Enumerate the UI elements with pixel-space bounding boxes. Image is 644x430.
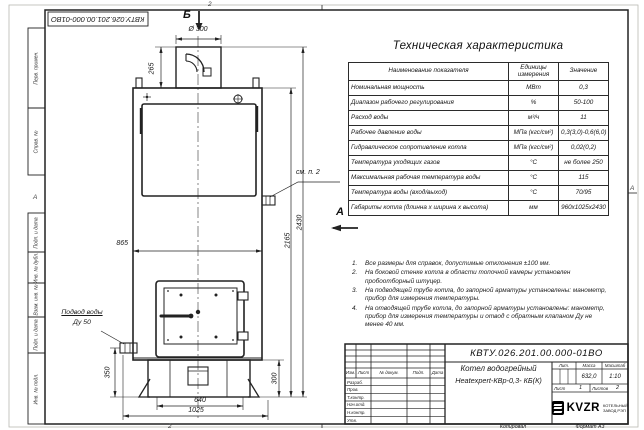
strip-inv-podl: Инв. № подл. — [33, 372, 40, 405]
sheets-label: Листов — [592, 385, 608, 391]
spec-row: Габариты котла (длинна х ширина х высота) мм 960х1025х2430 — [349, 201, 609, 216]
mass-value: 632,0 — [581, 373, 597, 380]
product-name-line1: Котел водогрейный — [460, 364, 537, 373]
note-item: 2. На боковой стенке котла в области топочной камеры установлен пробоотборный штуцер. — [352, 269, 571, 285]
note-item: 1. Все размеры для справок, допустимые отклонения ±100 мм. — [352, 260, 551, 267]
product-name-line2: Heatexpert-КВр-0,3- КБ(К) — [455, 376, 542, 385]
spec-row: Температура уходящих газов °С не более 250 — [349, 156, 609, 171]
spec-row: Гидравлическое сопротивление котла МПа (кгс/см²) 0,02(0,2) — [349, 141, 609, 156]
view-a-label: А — [336, 206, 344, 218]
spec-col-value: Значение — [559, 63, 609, 81]
note-item: 3. На подводящей трубе котла, до запорной арматуры установлены: манометр, прибор для измерения температуры. — [352, 286, 607, 303]
see-note-2-label: см. п. 2 — [296, 169, 320, 176]
row-razrab: Разраб. — [347, 379, 363, 385]
strip-podp-data-1: Подп. и дата — [33, 216, 40, 249]
title-block-doc-number: КВТУ.026.201.00.000-01ВО — [470, 347, 603, 359]
strip-perv-primen: Перв. примен. — [33, 51, 40, 85]
row-nachotd: Нач.отд. — [347, 402, 366, 408]
col-list: Лист — [357, 369, 370, 375]
dim-865: 865 — [116, 240, 128, 247]
notes-list — [352, 260, 610, 331]
top-rotated-stamp — [48, 12, 148, 26]
strip-vzam-inv: Взам. инв. № — [33, 284, 40, 316]
spec-row: Расход воды м³/ч 11 — [349, 111, 609, 126]
col-izm: Изм. — [345, 369, 356, 375]
dim-2165: 2165 — [284, 232, 292, 248]
strip-podp-data-2: Подп. и дата — [33, 319, 40, 351]
sheets-value: 2 — [616, 385, 620, 391]
zone-mark-top: 2 — [208, 1, 212, 8]
zone-mark-right: А — [630, 185, 635, 192]
scale-label: Масштаб — [604, 363, 626, 368]
col-podp: Подп. — [412, 369, 425, 375]
dim-1025: 1025 — [188, 407, 204, 414]
mass-label: Масса — [582, 363, 596, 368]
spec-row: Температура воды (вход/выход) °С 70/95 — [349, 186, 609, 201]
strip-inv-dubl: Инв. № дубл. — [33, 252, 40, 283]
strip-sprav-no: Справ. № — [33, 130, 40, 153]
sheet-value: 1 — [579, 385, 583, 391]
stamp-doc-number: КВТУ.026.201.00.000-01ВО — [51, 14, 145, 24]
section-b-label: Б — [183, 9, 191, 21]
kvzr-logo-icon — [552, 401, 564, 415]
row-utv: Утв. — [347, 417, 357, 423]
spec-row: Максимальная рабочая температура воды °С 115 — [349, 171, 609, 186]
col-data: Дата — [431, 369, 444, 375]
copied-label: Копировал — [499, 424, 527, 430]
spec-col-units: Единицы измерения — [509, 63, 559, 81]
dim-265: 265 — [148, 62, 156, 74]
col-dokum: № докум. — [379, 369, 399, 375]
spec-col-name: Наименование показателя — [349, 63, 509, 81]
row-nkontr: Н.контр. — [347, 410, 366, 415]
format-label: Формат А3 — [575, 424, 605, 430]
brand-subtitle: КОТЕЛЬНЫЙ ЗАВОД РЭП — [602, 403, 628, 413]
company-logo-block — [552, 392, 628, 424]
dim-350: 350 — [104, 366, 112, 378]
spec-row: Диапазон рабочего регулирования % 50-100 — [349, 96, 609, 111]
dim-2430: 2430 — [296, 214, 304, 230]
spec-row: Номинальная мощность МВт 0,3 — [349, 81, 609, 96]
dimension-lines — [101, 11, 358, 420]
spec-header-row — [349, 63, 609, 81]
row-prov: Пров. — [347, 387, 359, 392]
sheet-label: Лист — [554, 385, 566, 391]
zone-mark-left: А — [33, 194, 38, 201]
dim-diameter-300: Ø 300 — [188, 26, 208, 33]
scale-value: 1:10 — [609, 373, 621, 380]
dim-300: 300 — [271, 372, 279, 384]
spec-table — [348, 62, 609, 216]
lit-label: Лит. — [558, 363, 570, 368]
dim-640: 640 — [194, 397, 206, 404]
zone-mark-bottom: 2 — [168, 423, 172, 430]
boiler-front-view — [120, 36, 275, 418]
spec-table-title: Техническая характеристика — [392, 40, 564, 52]
spec-row: Рабочее давление воды МПа (кгс/см²) 0,3(3,0)-0,6(6,0) — [349, 126, 609, 141]
water-inlet-label: Подвод воды Ду 50 — [61, 309, 103, 327]
brand-name: KVZR — [566, 402, 600, 414]
note-item: 4. На отводящей трубе котла, до запорной арматуры установлены: манометр, прибор для измерения температуры и отвод с обратным клапаном Ду не менее 40 мм. — [352, 304, 605, 329]
row-tkontr: Т.контр. — [347, 394, 365, 400]
